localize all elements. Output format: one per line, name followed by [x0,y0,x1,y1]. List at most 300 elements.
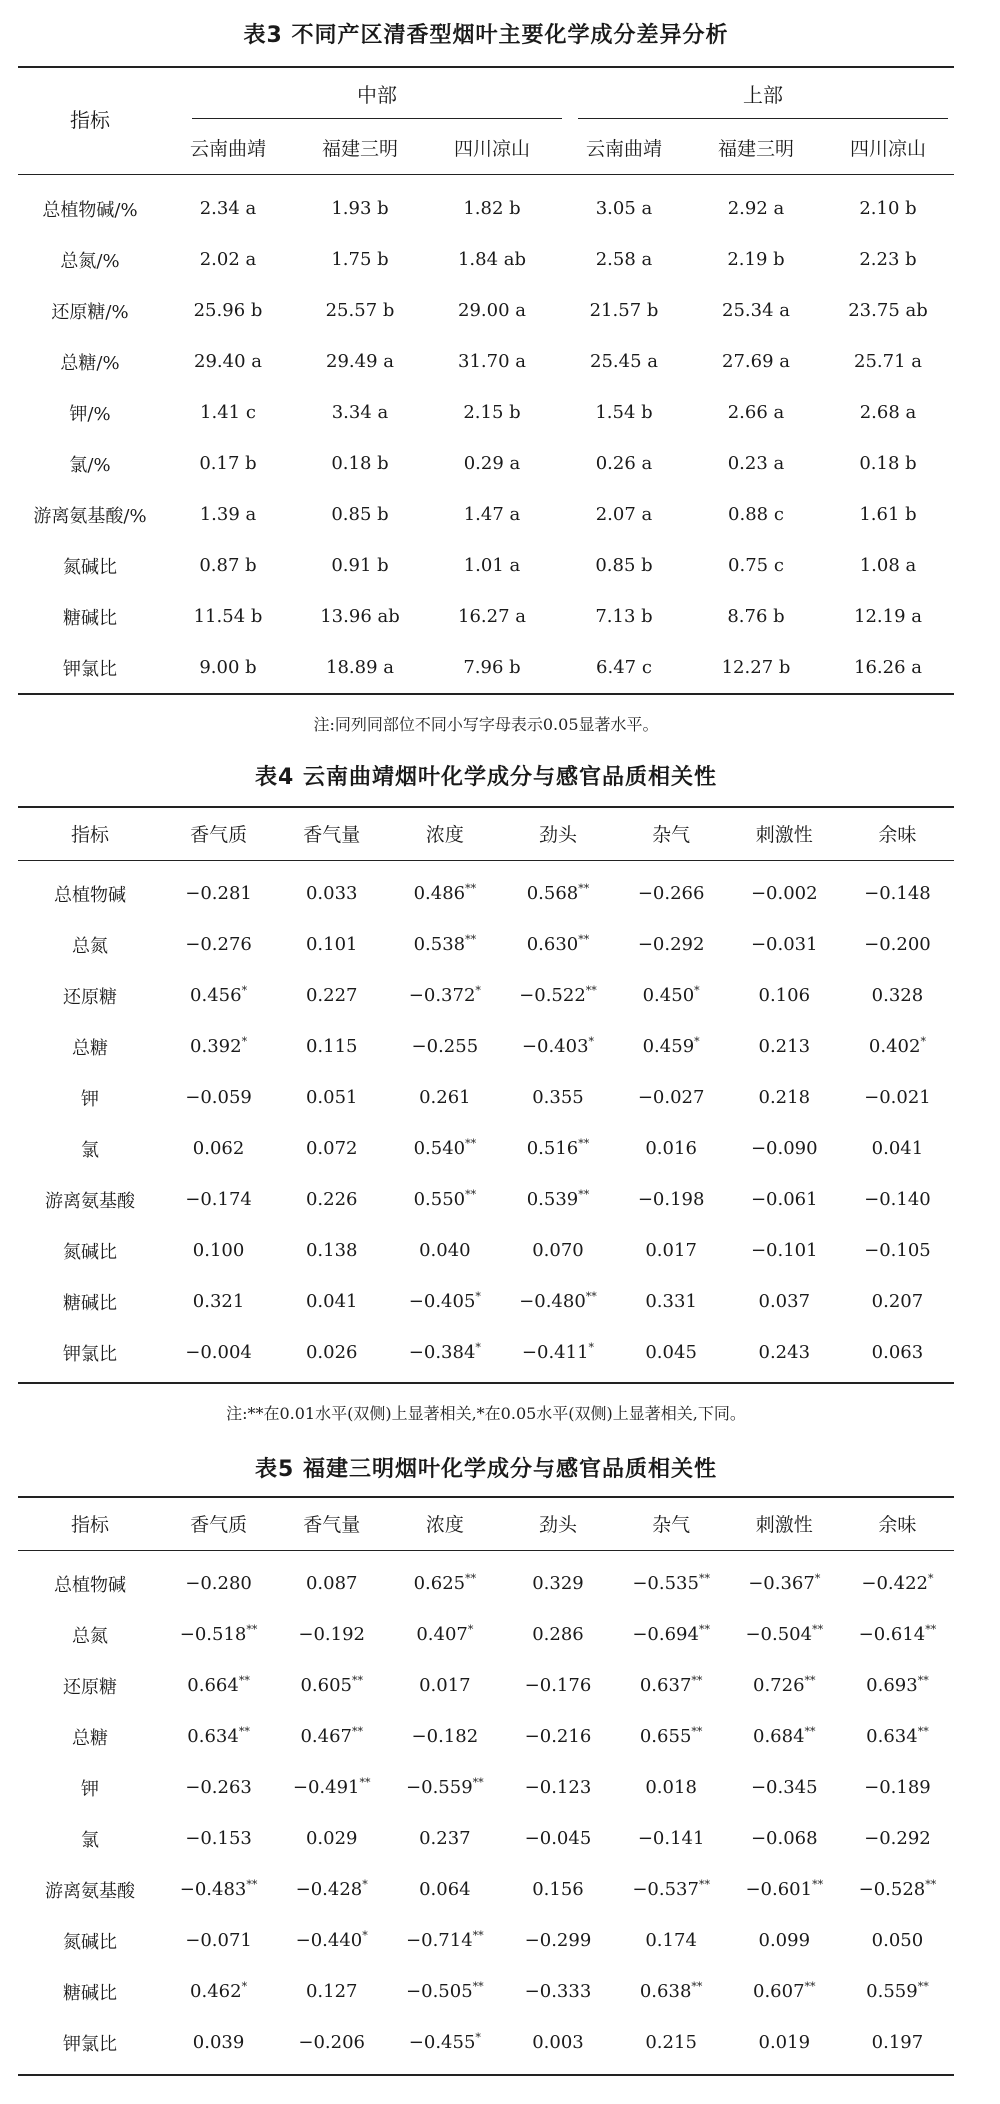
column-header: 杂气 [652,823,691,846]
correlation-value: 0.407 [416,1624,468,1645]
correlation-value: 0.456 [190,985,242,1006]
table-row [18,1174,954,1225]
correlation-value: −0.528 [858,1879,926,1900]
row-label: 总糖/% [60,352,120,374]
table-cell: 23.75 ab [848,300,928,321]
correlation-value: −0.189 [864,1777,931,1798]
correlation-value: 0.099 [758,1930,811,1951]
correlation-cell [728,868,841,919]
table-cell: 16.26 a [854,657,922,678]
significance-mark: ** [698,1572,710,1585]
significance-mark: * [814,1572,821,1585]
table-row [18,540,954,591]
correlation-cell [162,919,275,970]
correlation-cell [388,919,501,970]
significance-mark: * [475,984,481,997]
row-label: 氮碱比 [63,1931,117,1953]
significance-mark: ** [812,1878,824,1891]
correlation-value: 0.684 [753,1726,805,1747]
correlation-cell [275,1225,388,1276]
table-cell: 3.34 a [331,402,389,423]
correlation-value: −0.002 [750,883,818,904]
correlation-cell [162,1813,275,1864]
correlation-value: 0.605 [300,1675,352,1696]
correlation-cell [275,868,388,919]
correlation-cell [501,919,614,970]
correlation-value: −0.176 [524,1675,592,1696]
table-cell: 0.85 b [331,504,389,525]
table-row [18,1813,954,1864]
correlation-value: 0.227 [305,985,358,1006]
correlation-value: 0.037 [758,1291,811,1312]
significance-mark: ** [925,1878,937,1891]
correlation-cell [615,970,728,1021]
correlation-value: −0.105 [864,1240,931,1261]
correlation-cell [275,1915,388,1966]
correlation-value: 0.630 [526,934,579,955]
correlation-cell [728,1762,841,1813]
correlation-cell [841,1072,954,1123]
significance-mark: * [241,984,248,997]
row-label: 总植物碱 [54,884,126,906]
correlation-cell [275,1276,388,1327]
significance-mark: ** [804,1674,816,1687]
table-cell: 0.29 a [463,453,521,474]
significance-mark: ** [812,1623,824,1636]
correlation-value: 0.062 [192,1138,245,1159]
correlation-value: −0.535 [632,1573,699,1594]
correlation-cell [728,1609,841,1660]
correlation-value: −0.411 [521,1342,589,1363]
table-cell: 7.96 b [463,657,521,678]
correlation-value: 0.655 [639,1726,692,1747]
significance-mark: ** [351,1674,363,1687]
correlation-value: 0.218 [758,1087,811,1108]
correlation-value: −0.299 [524,1930,592,1951]
correlation-value: −0.504 [745,1624,813,1645]
table-cell: 29.00 a [458,300,526,321]
correlation-cell [841,2017,954,2068]
table-cell: 6.47 c [596,657,652,678]
correlation-value: −0.141 [637,1828,705,1849]
correlation-value: 0.017 [645,1240,697,1261]
correlation-cell [841,1327,954,1378]
correlation-cell [841,1609,954,1660]
correlation-value: 0.138 [305,1240,358,1261]
correlation-cell [162,2017,275,2068]
correlation-cell [501,1915,614,1966]
correlation-cell [728,1558,841,1609]
table-cell: 0.23 a [727,453,785,474]
correlation-value: −0.045 [524,1828,592,1849]
table-cell: 0.26 a [595,453,653,474]
correlation-cell [275,1609,388,1660]
table-cell: 29.49 a [326,351,394,372]
table3-header-rule [18,174,954,175]
correlation-cell [388,1072,501,1123]
correlation-value: −0.059 [185,1087,252,1108]
table4-header [18,808,954,858]
table-cell: 2.34 a [199,198,257,219]
correlation-cell [841,919,954,970]
correlation-value: 0.486 [413,883,466,904]
significance-mark: ** [472,1980,484,1993]
column-header: 余味 [878,1513,917,1536]
table3-region-header-cell: 云南曲靖 [585,137,662,160]
correlation-cell [841,1711,954,1762]
table-row [18,1660,954,1711]
correlation-cell [275,1813,388,1864]
significance-mark: ** [925,1623,937,1636]
correlation-cell [275,1762,388,1813]
correlation-cell [275,2017,388,2068]
correlation-value: −0.148 [864,883,931,904]
row-label: 还原糖 [63,986,117,1008]
correlation-value: −0.367 [748,1573,815,1594]
table-cell: 3.05 a [595,198,653,219]
correlation-value: −0.601 [745,1879,813,1900]
correlation-cell [841,1225,954,1276]
correlation-cell [841,1276,954,1327]
table-cell: 1.84 ab [457,249,527,270]
row-label: 总氮/% [60,250,120,272]
correlation-value: −0.090 [750,1138,818,1159]
correlation-cell [388,2017,501,2068]
correlation-cell [162,1276,275,1327]
correlation-cell [388,1609,501,1660]
correlation-cell [728,1276,841,1327]
correlation-value: 0.392 [190,1036,242,1057]
correlation-cell [388,1660,501,1711]
correlation-cell [275,1711,388,1762]
correlation-value: 0.568 [526,883,579,904]
correlation-value: −0.292 [864,1828,931,1849]
column-header: 杂气 [652,1513,691,1536]
correlation-value: 0.638 [639,1981,692,2002]
significance-mark: ** [246,1623,258,1636]
significance-mark: * [362,1929,368,1942]
table-row [18,234,954,285]
correlation-cell [728,2017,841,2068]
correlation-cell [728,1174,841,1225]
table-row [18,285,954,336]
correlation-cell [501,1225,614,1276]
correlation-cell [275,970,388,1021]
correlation-cell [388,1915,501,1966]
correlation-cell [728,919,841,970]
correlation-cell [388,1558,501,1609]
correlation-cell [615,2017,728,2068]
correlation-cell [615,1660,728,1711]
correlation-value: 0.726 [753,1675,805,1696]
row-label: 还原糖/% [51,301,129,323]
significance-mark: ** [465,933,477,946]
table-cell: 18.89 a [326,657,394,678]
significance-mark: * [475,2031,481,2044]
correlation-cell [615,1762,728,1813]
correlation-value: −0.537 [632,1879,699,1900]
correlation-value: 0.115 [305,1036,358,1057]
correlation-value: −0.614 [858,1624,926,1645]
correlation-cell [841,1174,954,1225]
correlation-value: 0.100 [192,1240,245,1261]
correlation-cell [501,1072,614,1123]
table-cell: 1.75 b [331,249,389,270]
correlation-value: 0.286 [532,1624,584,1645]
correlation-cell [615,1276,728,1327]
correlation-cell [615,1174,728,1225]
correlation-value: 0.156 [532,1879,584,1900]
table-row [18,183,954,234]
correlation-cell [162,1123,275,1174]
correlation-cell [728,1915,841,1966]
correlation-cell [275,1864,388,1915]
correlation-cell [615,1864,728,1915]
table-row [18,591,954,642]
correlation-cell [275,1660,388,1711]
column-header: 劲头 [538,823,577,846]
correlation-cell [501,970,614,1021]
correlation-cell [162,1072,275,1123]
correlation-value: 0.226 [305,1189,358,1210]
correlation-cell [162,1660,275,1711]
correlation-value: −0.182 [411,1726,479,1747]
correlation-cell [162,1762,275,1813]
row-label: 钾 [81,1088,99,1110]
table-cell: 27.69 a [722,351,790,372]
correlation-value: −0.140 [864,1189,931,1210]
correlation-value: 0.550 [413,1189,466,1210]
correlation-cell [841,970,954,1021]
correlation-cell [615,1609,728,1660]
row-label: 钾 [81,1778,99,1800]
table-cell: 0.88 c [728,504,784,525]
row-label: 还原糖 [63,1676,117,1698]
correlation-value: 0.237 [419,1828,471,1849]
row-label: 氯/% [69,454,111,476]
correlation-cell [162,970,275,1021]
significance-mark: ** [698,1878,710,1891]
row-label: 糖碱比 [63,1982,117,2004]
significance-mark: * [241,1980,248,1993]
correlation-value: 0.026 [305,1342,358,1363]
correlation-cell [501,1864,614,1915]
row-label: 总糖 [72,1037,108,1059]
correlation-cell [388,1762,501,1813]
correlation-value: −0.027 [637,1087,705,1108]
significance-mark: ** [578,933,590,946]
table-row [18,1558,954,1609]
significance-mark: ** [691,1725,703,1738]
correlation-value: 0.215 [645,2032,697,2053]
row-label: 钾氯比 [63,2033,117,2055]
correlation-value: 0.538 [413,934,466,955]
row-label: 钾/% [69,403,111,425]
row-label: 总氮 [72,1625,108,1647]
correlation-cell [275,1174,388,1225]
significance-mark: ** [578,1137,590,1150]
table-cell: 2.10 b [859,198,917,219]
correlation-value: 0.063 [871,1342,924,1363]
table3-index-header: 指标 [70,108,110,132]
significance-mark: * [694,984,700,997]
table-cell: 2.02 a [199,249,257,270]
correlation-cell [615,1327,728,1378]
correlation-cell [841,868,954,919]
table-cell: 12.19 a [854,606,922,627]
table-cell: 1.01 a [463,555,521,576]
column-header: 余味 [878,823,917,846]
correlation-value: 0.402 [868,1036,921,1057]
table5-title: 表5 福建三明烟叶化学成分与感官品质相关性 [255,1457,717,1482]
column-header: 指标 [70,1513,109,1536]
correlation-value: −0.480 [519,1291,586,1312]
table-cell: 0.17 b [199,453,257,474]
significance-mark: ** [578,1188,590,1201]
significance-mark: * [588,1035,595,1048]
column-header: 浓度 [425,1513,464,1536]
correlation-value: −0.216 [524,1726,592,1747]
correlation-value: 0.664 [187,1675,239,1696]
significance-mark: ** [691,1674,703,1687]
row-label: 氮碱比 [63,556,117,578]
table-cell: 9.00 b [199,657,257,678]
correlation-cell [501,2017,614,2068]
correlation-cell [501,1123,614,1174]
table4-body [18,868,954,1378]
table-cell: 25.71 a [854,351,922,372]
correlation-cell [501,1558,614,1609]
significance-mark: ** [578,882,590,895]
table-row [18,1915,954,1966]
correlation-cell [728,1123,841,1174]
table-cell: 25.57 b [325,300,395,321]
correlation-value: −0.174 [185,1189,252,1210]
correlation-value: −0.200 [864,934,931,955]
correlation-cell [728,1225,841,1276]
row-label: 糖碱比 [63,1292,117,1314]
correlation-cell [841,1915,954,1966]
correlation-value: 0.328 [871,985,924,1006]
table-cell: 1.08 a [859,555,917,576]
correlation-value: −0.428 [295,1879,363,1900]
table3-region-header-cell: 福建三明 [717,137,794,160]
correlation-cell [615,1711,728,1762]
table4-bottom-rule [18,1382,954,1384]
table-cell: 0.18 b [331,453,389,474]
table-row [18,1225,954,1276]
correlation-value: 0.321 [192,1291,245,1312]
correlation-value: 0.039 [192,2032,245,2053]
table4-note: 注:**在0.01水平(双侧)上显著相关,*在0.05水平(双侧)上显著相关,下同。 [226,1404,746,1423]
table-cell: 1.41 c [200,402,256,423]
table-row [18,1123,954,1174]
significance-mark: * [927,1572,934,1585]
correlation-value: 0.213 [758,1036,811,1057]
correlation-value: −0.505 [406,1981,473,2002]
correlation-cell [615,1225,728,1276]
correlation-value: −0.255 [411,1036,479,1057]
correlation-cell [841,1864,954,1915]
table-cell: 25.34 a [722,300,790,321]
correlation-cell [501,868,614,919]
table3-group-underline-middle [192,118,562,119]
table-row [18,489,954,540]
correlation-cell [728,1021,841,1072]
correlation-cell [501,1021,614,1072]
correlation-value: −0.101 [750,1240,818,1261]
correlation-cell [388,1864,501,1915]
correlation-value: −0.345 [750,1777,818,1798]
correlation-value: 0.450 [642,985,695,1006]
correlation-value: −0.061 [750,1189,818,1210]
correlation-cell [841,1558,954,1609]
correlation-cell [162,1966,275,2017]
table-row [18,387,954,438]
table-cell: 29.40 a [194,351,262,372]
table3-group-header-upper: 上部 [743,83,783,107]
row-label: 氯 [81,1829,99,1851]
significance-mark: * [362,1878,368,1891]
table4-header-rule [18,860,954,861]
column-header: 香气质 [190,823,248,846]
table-cell: 1.93 b [331,198,389,219]
correlation-cell [501,1276,614,1327]
column-header: 劲头 [538,1513,577,1536]
correlation-cell [275,1123,388,1174]
correlation-value: −0.198 [637,1189,705,1210]
header-row [18,808,954,858]
table-row [18,868,954,919]
row-label: 游离氨基酸 [45,1880,135,1902]
table3-group-header-middle: 中部 [357,83,397,107]
table-cell: 1.47 a [463,504,521,525]
table5-header [18,1498,954,1548]
correlation-cell [275,1558,388,1609]
significance-mark: ** [465,1137,477,1150]
table-row [18,919,954,970]
column-header: 香气量 [303,823,361,846]
correlation-value: 0.197 [871,2032,924,2053]
correlation-value: 0.243 [758,1342,811,1363]
table-row [18,2017,954,2068]
correlation-value: 0.693 [866,1675,918,1696]
table-row [18,1021,954,1072]
correlation-value: 0.355 [532,1087,584,1108]
correlation-cell [615,1072,728,1123]
correlation-value: 0.331 [645,1291,697,1312]
table-cell: 25.45 a [590,351,658,372]
correlation-cell [388,1813,501,1864]
table-cell: 13.96 ab [320,606,400,627]
table3-region-header-cell: 云南曲靖 [189,137,266,160]
table-row [18,642,954,693]
correlation-value: 0.516 [526,1138,579,1159]
significance-mark: ** [238,1725,250,1738]
correlation-value: 0.637 [639,1675,692,1696]
correlation-value: 0.539 [526,1189,579,1210]
row-label: 氯 [81,1139,99,1161]
table-cell: 8.76 b [727,606,785,627]
correlation-value: −0.071 [185,1930,252,1951]
correlation-value: 0.174 [645,1930,697,1951]
table-cell: 2.92 a [727,198,785,219]
table-cell: 16.27 a [458,606,526,627]
correlation-value: 0.329 [532,1573,584,1594]
column-header: 香气量 [303,1513,361,1536]
column-header: 刺激性 [755,1513,813,1536]
correlation-cell [615,1915,728,1966]
